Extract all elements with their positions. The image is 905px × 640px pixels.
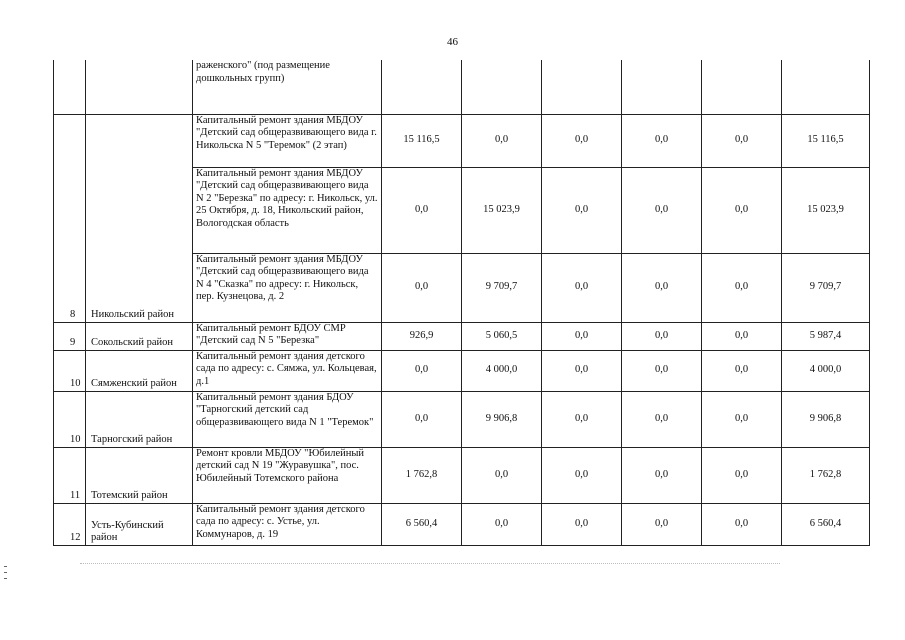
value-cell: 0,0 (462, 447, 542, 503)
value-cell: 0,0 (622, 114, 702, 167)
value-cell: 0,0 (542, 114, 622, 167)
value-cell: 9 709,7 (462, 253, 542, 322)
row-number: 10 (54, 391, 86, 447)
margin-mark (4, 572, 7, 573)
margin-mark (4, 566, 7, 567)
table-row (54, 503, 870, 545)
value-cell: 0,0 (462, 114, 542, 167)
page-number: 46 (447, 36, 458, 48)
value-cell: 0,0 (542, 447, 622, 503)
value-cell: 9 906,8 (782, 391, 870, 447)
value-cell: 15 023,9 (462, 167, 542, 253)
value-cell: 6 560,4 (382, 503, 462, 545)
value-cell: 0,0 (702, 503, 782, 545)
district-name: Тотемский район (86, 447, 193, 503)
value-cell: 0,0 (622, 391, 702, 447)
district-name: Усть-Кубинский район (86, 503, 193, 545)
table-row (54, 60, 870, 114)
value-cell: 15 116,5 (382, 114, 462, 167)
value-cell: 0,0 (622, 167, 702, 253)
object-description: Капитальный ремонт здания детского сада по адресу: с. Устье, ул. Коммунаров, д. 19 (193, 503, 382, 545)
district-name: Сокольский район (86, 322, 193, 350)
object-description: Капитальный ремонт здания детского сада по адресу: с. Сямжа, ул. Кольцевая, д.1 (193, 350, 382, 391)
row-number: 11 (54, 447, 86, 503)
value-cell: 0,0 (702, 253, 782, 322)
value-cell: 0,0 (702, 167, 782, 253)
value-cell: 0,0 (542, 350, 622, 391)
value-cell: 0,0 (462, 503, 542, 545)
value-cell: 4 000,0 (462, 350, 542, 391)
budget-table (53, 60, 870, 546)
object-description: Капитальный ремонт здания МБДОУ "Детский сад общеразвивающего вида г. Никольска N 5 "Теремок" (2 этап) (193, 114, 382, 167)
value-cell (782, 60, 870, 114)
row-number: 10 (54, 350, 86, 391)
object-description: Капитальный ремонт БДОУ СМР "Детский сад N 5 "Березка" (193, 322, 382, 350)
row-number: 9 (54, 322, 86, 350)
table-row (54, 350, 870, 391)
value-cell: 0,0 (622, 253, 702, 322)
value-cell: 5 987,4 (782, 322, 870, 350)
value-cell: 0,0 (702, 350, 782, 391)
object-description: Ремонт кровли МБДОУ "Юбилейный детский сад N 19 "Журавушка", пос. Юбилейный Тотемского района (193, 447, 382, 503)
value-cell: 0,0 (702, 391, 782, 447)
value-cell: 15 116,5 (782, 114, 870, 167)
row-number: 8 (54, 114, 86, 322)
object-description: Капитальный ремонт здания МБДОУ "Детский сад общеразвивающего вида N 4 "Сказка" по адресу: г. Никольск, пер. Кузнецова, д. 2 (193, 253, 382, 322)
district-name: Тарногский район (86, 391, 193, 447)
value-cell: 6 560,4 (782, 503, 870, 545)
value-cell: 1 762,8 (382, 447, 462, 503)
value-cell (542, 60, 622, 114)
value-cell: 9 709,7 (782, 253, 870, 322)
district-name: Сямженский район (86, 350, 193, 391)
value-cell: 0,0 (702, 322, 782, 350)
value-cell: 0,0 (702, 447, 782, 503)
object-description: Капитальный ремонт здания МБДОУ "Детский сад общеразвивающего вида N 2 "Березка" по адресу: г. Никольск, ул. 25 Октября, д. 18, Никольский район, Вологодская область (193, 167, 382, 253)
table-row (54, 322, 870, 350)
value-cell: 0,0 (702, 114, 782, 167)
district-name (86, 60, 193, 114)
value-cell: 0,0 (382, 350, 462, 391)
value-cell: 4 000,0 (782, 350, 870, 391)
value-cell (462, 60, 542, 114)
value-cell: 926,9 (382, 322, 462, 350)
value-cell: 1 762,8 (782, 447, 870, 503)
margin-mark (4, 578, 7, 579)
value-cell: 5 060,5 (462, 322, 542, 350)
object-description: Капитальный ремонт здания БДОУ "Тарногский детский сад общеразвивающего вида N 1 "Теремок" (193, 391, 382, 447)
value-cell: 0,0 (542, 253, 622, 322)
value-cell (622, 60, 702, 114)
value-cell: 0,0 (542, 167, 622, 253)
value-cell: 0,0 (382, 167, 462, 253)
value-cell: 0,0 (622, 447, 702, 503)
value-cell: 15 023,9 (782, 167, 870, 253)
scan-artifact-line (80, 563, 780, 564)
object-description: раженского" (под размещение дошкольных групп) (193, 60, 382, 114)
table-row (54, 391, 870, 447)
row-number (54, 60, 86, 114)
row-number: 12 (54, 503, 86, 545)
table-row (54, 447, 870, 503)
value-cell (702, 60, 782, 114)
value-cell: 0,0 (622, 322, 702, 350)
value-cell: 0,0 (382, 253, 462, 322)
value-cell: 9 906,8 (462, 391, 542, 447)
value-cell: 0,0 (542, 391, 622, 447)
value-cell: 0,0 (622, 503, 702, 545)
table-row (54, 114, 870, 167)
value-cell: 0,0 (382, 391, 462, 447)
value-cell (382, 60, 462, 114)
value-cell: 0,0 (542, 322, 622, 350)
value-cell: 0,0 (622, 350, 702, 391)
value-cell: 0,0 (542, 503, 622, 545)
district-name: Никольский район (86, 114, 193, 322)
